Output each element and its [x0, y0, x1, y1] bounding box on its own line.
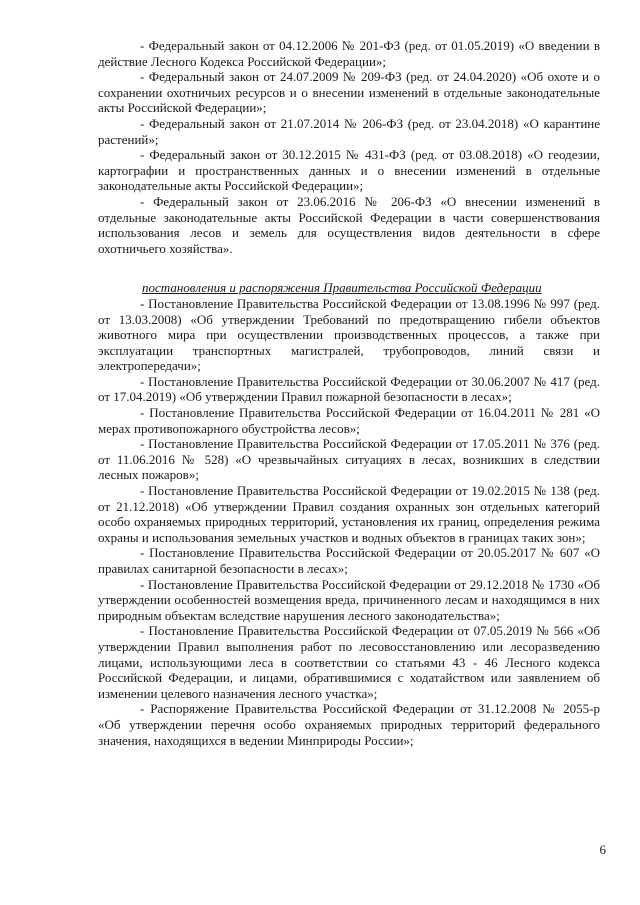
government-act-item: - Постановление Правительства Российской Федерации от 30.06.2007 № 417 (ред. от 17.04.2019) «Об утверждении Правил пожарной безопасности в лесах»; — [98, 373, 600, 405]
government-act-item: - Постановление Правительства Российской Федерации от 13.08.1996 № 997 (ред. от 13.03.2008) «Об утверждении Требований по предотвращению гибели объектов животного мира при осуществлении производственных процессов, а также при эксплуатации транспортных магистралей, трубопроводов, линий связи и электропередачи»; — [98, 295, 600, 374]
government-act-item: - Распоряжение Правительства Российской Федерации от 31.12.2008 № 2055-р «Об утверждении перечня особо охраняемых природных территорий федерального значения, находящихся в ведении Минприроды России»; — [98, 701, 600, 748]
federal-law-item: - Федеральный закон от 24.07.2009 № 209-ФЗ (ред. от 24.04.2020) «Об охоте и о сохранении охотничьих ресурсов и о внесении изменений в отдельные законодательные акты Российской Федерации»; — [98, 69, 600, 116]
government-act-item: - Постановление Правительства Российской Федерации от 19.02.2015 № 138 (ред. от 21.12.2018) «Об утверждении Правил создания охранных зон отдельных категорий особо охраняемых природных территорий, установления их границ, определения режима охраны и использования земельных участков и водных объектов в границах таких зон»; — [98, 483, 600, 545]
federal-law-item: - Федеральный закон от 23.06.2016 № 206-ФЗ «О внесении изменений в отдельные законодательные акты Российской Федерации в части совершенствования использования лесов и земель для осуществления видов деятельности в сфере охотничьего хозяйства». — [98, 193, 600, 256]
government-act-item: - Постановление Правительства Российской Федерации от 17.05.2011 № 376 (ред. от 11.06.2016 № 528) «О чрезвычайных ситуациях в лесах, возникших в следствии лесных пожаров»; — [98, 436, 600, 483]
government-act-item: - Постановление Правительства Российской Федерации от 07.05.2019 № 566 «Об утверждении Правил выполнения работ по лесовосстановлению или лесоразведению лицами, использующими леса в соответствии со статьями 43 - 46 Лесного кодекса Российской Федерации, и лицами, обратившимися с ходатайством или заявлением об изменении целевого назначения лесного участка»; — [98, 623, 600, 701]
section-title: постановления и распоряжения Правительства Российской Федерации — [142, 280, 542, 296]
federal-law-item: - Федеральный закон от 21.07.2014 № 206-ФЗ (ред. от 23.04.2018) «О карантине растений»; — [98, 115, 600, 147]
federal-law-item: - Федеральный закон от 30.12.2015 № 431-ФЗ (ред. от 03.08.2018) «О геодезии, картографии и пространственных данных и о внесении изменений в отдельные законодательные акты Российской Федерации»; — [98, 147, 600, 194]
section-spacer — [98, 256, 600, 280]
government-act-item: - Постановление Правительства Российской Федерации от 16.04.2011 № 281 «О мерах противопожарного обустройства лесов»; — [98, 405, 600, 436]
federal-law-item: - Федеральный закон от 04.12.2006 № 201-ФЗ (ред. от 01.05.2019) «О введении в действие Лесного Кодекса Российской Федерации»; — [98, 38, 600, 69]
government-act-item: - Постановление Правительства Российской Федерации от 20.05.2017 № 607 «О правилах санитарной безопасности в лесах»; — [98, 545, 600, 576]
government-act-item: - Постановление Правительства Российской Федерации от 29.12.2018 № 1730 «Об утверждении особенностей возмещения вреда, причиненного лесам и находящимся в них природным объектам вследствие нарушения лесного законодательства»; — [98, 576, 600, 623]
page-number: 6 — [599, 842, 606, 857]
